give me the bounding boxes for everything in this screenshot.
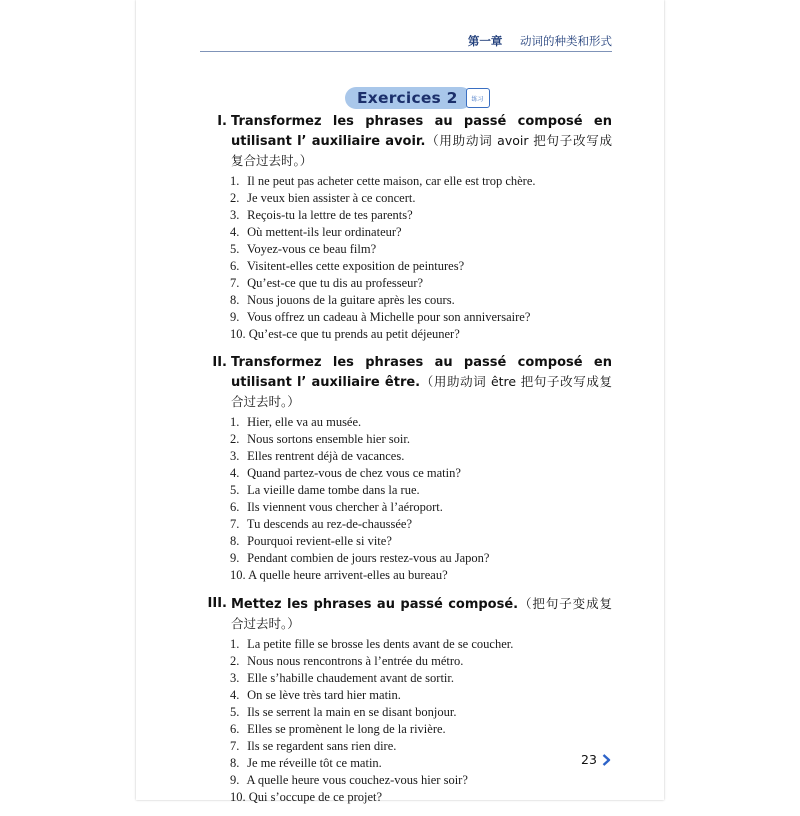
exercise-content [200,112,612,816]
exercise-item: 8. Pourquoi revient-elle si vite? [230,534,392,548]
exercise-item: 6. Visitent-elles cette exposition de peintures? [230,259,465,273]
section-title: Transformez les phrases au passé composé en utilisant l’ auxiliaire avoir. [231,114,612,149]
exercise-item: 2. Nous sortons ensemble hier soir. [230,432,410,446]
exercise-list [200,414,612,584]
section-number: III. [207,596,227,611]
exercise-list [200,636,612,806]
exercise-item: 9. A quelle heure vous couchez-vous hier soir? [230,773,468,787]
exercise-badge [345,85,490,111]
exercise-item: 9. Pendant combien de jours restez-vous au Japon? [230,551,490,565]
exercise-item: 1. La petite fille se brosse les dents avant de se coucher. [230,637,514,651]
exercise-item: 10. Qui s’occupe de ce projet? [230,790,383,804]
page-number [581,752,611,767]
exercise-list [200,173,612,343]
section-title: Transformez les phrases au passé composé en utilisant l’ auxiliaire être. [231,355,612,390]
exercise-item: 6. Elles se promènent le long de la rivière. [230,722,446,736]
page-number-text: 23 [581,752,597,767]
exercise-section-1 [200,112,612,343]
exercise-item: 10. Qu’est-ce que tu prends au petit déjeuner? [230,327,460,341]
header-divider [200,51,612,52]
exercise-item: 5. La vieille dame tombe dans la rue. [230,483,420,497]
exercise-item: 3. Reçois-tu la lettre de tes parents? [230,208,413,222]
section-note: （用助动词 être 把句子改写成复合过去时。） [231,374,612,409]
exercise-item: 2. Nous nous rencontrons à l’entrée du métro. [230,654,464,668]
exercise-item: 4. On se lève très tard hier matin. [230,688,401,702]
exercise-tag-text: 练习 [471,95,484,103]
exercise-item: 10. A quelle heure arrivent-elles au bureau? [230,568,448,582]
exercise-item: 1. Hier, elle va au musée. [230,415,362,429]
exercise-section-3 [200,594,612,806]
exercise-item: 5. Voyez-vous ce beau film? [230,242,377,256]
chapter-title: 动词的种类和形式 [520,34,612,48]
exercise-item: 6. Ils viennent vous chercher à l’aéroport. [230,500,443,514]
exercise-item: 9. Vous offrez un cadeau à Michelle pour son anniversaire? [230,310,531,324]
chevron-right-icon [602,754,611,766]
exercise-item: 4. Où mettent-ils leur ordinateur? [230,225,402,239]
exercise-tag-icon [466,88,490,108]
exercise-item: 3. Elles rentrent déjà de vacances. [230,449,405,463]
exercise-item: 7. Tu descends au rez-de-chaussée? [230,517,413,531]
exercise-badge-label: Exercices 2 [345,87,472,109]
chapter-label: 第一章 [467,34,503,48]
section-number: II. [212,355,227,370]
exercise-item: 5. Ils se serrent la main en se disant bonjour. [230,705,457,719]
section-note: （用助动词 avoir 把句子改写成复合过去时。） [231,133,612,168]
section-note: （把句子变成复合过去时。） [231,596,612,631]
exercise-item: 3. Elle s’habille chaudement avant de sortir. [230,671,454,685]
exercise-item: 8. Je me réveille tôt ce matin. [230,756,382,770]
exercise-item: 8. Nous jouons de la guitare après les cours. [230,293,455,307]
section-title: Mettez les phrases au passé composé. [231,597,519,612]
exercise-item: 1. Il ne peut pas acheter cette maison, car elle est trop chère. [230,174,536,188]
exercise-item: 7. Ils se regardent sans rien dire. [230,739,397,753]
exercise-section-2 [200,353,612,584]
exercise-item: 2. Je veux bien assister à ce concert. [230,191,416,205]
exercise-item: 7. Qu’est-ce que tu dis au professeur? [230,276,424,290]
exercise-item: 4. Quand partez-vous de chez vous ce matin? [230,466,461,480]
running-header [200,33,612,53]
section-number: I. [217,114,227,129]
